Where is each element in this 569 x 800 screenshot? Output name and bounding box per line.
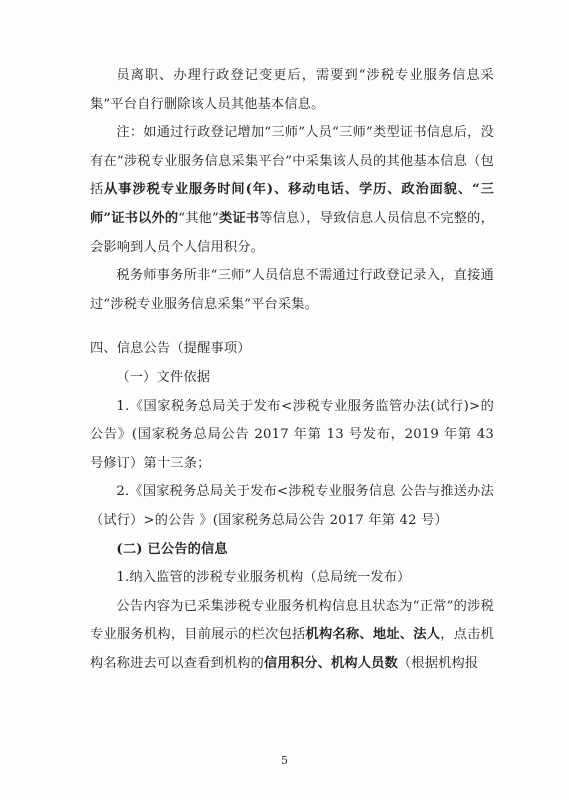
subsection-published-info: (二) 已公告的信息 bbox=[116, 541, 228, 557]
page-number: 5 bbox=[281, 754, 288, 767]
section-heading: 四、信息公告（提醒事项） bbox=[90, 341, 251, 357]
subsection-basis: （一）文件依据 bbox=[116, 369, 211, 385]
paragraph-deletion: 员离职、办理行政登记变更后，需要到“涉税专业服务信息采集”平台自行删除该人员其他基本信息。 bbox=[90, 68, 494, 112]
paragraph-non-sanshi: 税务师事务所非“三师”人员信息不需通过行政登记录入，直接通过“涉税专业服务信息采集”平台采集。 bbox=[90, 268, 494, 312]
spacer bbox=[90, 319, 494, 335]
paragraph-announcement: 公告内容为已采集涉税专业服务机构信息且状态为“正常”的涉税专业服务机构，目前展示的栏次包括机构名称、地址、法人，点击机构名称进去可以查看到机构的信用积分、机构人员数（根据机构报 bbox=[90, 598, 494, 671]
published-item-1: 1.纳入监管的涉税专业服务机构（总局统一发布） bbox=[116, 570, 411, 586]
basis-item-2: 2.《国家税务总局关于发布<涉税专业服务信息 公告与推送办法（试行）>的公告 》(国家税务总局公告 2017 年第 42 号） bbox=[90, 484, 494, 528]
basis-item-1: 1.《国家税务总局关于发布<涉税专业服务监管办法(试行)>的公告》(国家税务总局公告 2017 年第 13 号发布，2019 年第 43 号修订）第十三条； bbox=[90, 398, 494, 471]
page-content bbox=[90, 62, 494, 678]
paragraph-note: 注：如通过行政登记增加“三师”人员“三师”类型证书信息后，没有在“涉税专业服务信息采集平台”中采集该人员的其他基本信息（包括从事涉税专业服务时间(年)、移动电话、学历、政治面貌、“三师”证书以外的“其他”类证书等信息），导致信息人员信息不完整的，会影响到人员个人信用积分。 bbox=[90, 125, 494, 255]
